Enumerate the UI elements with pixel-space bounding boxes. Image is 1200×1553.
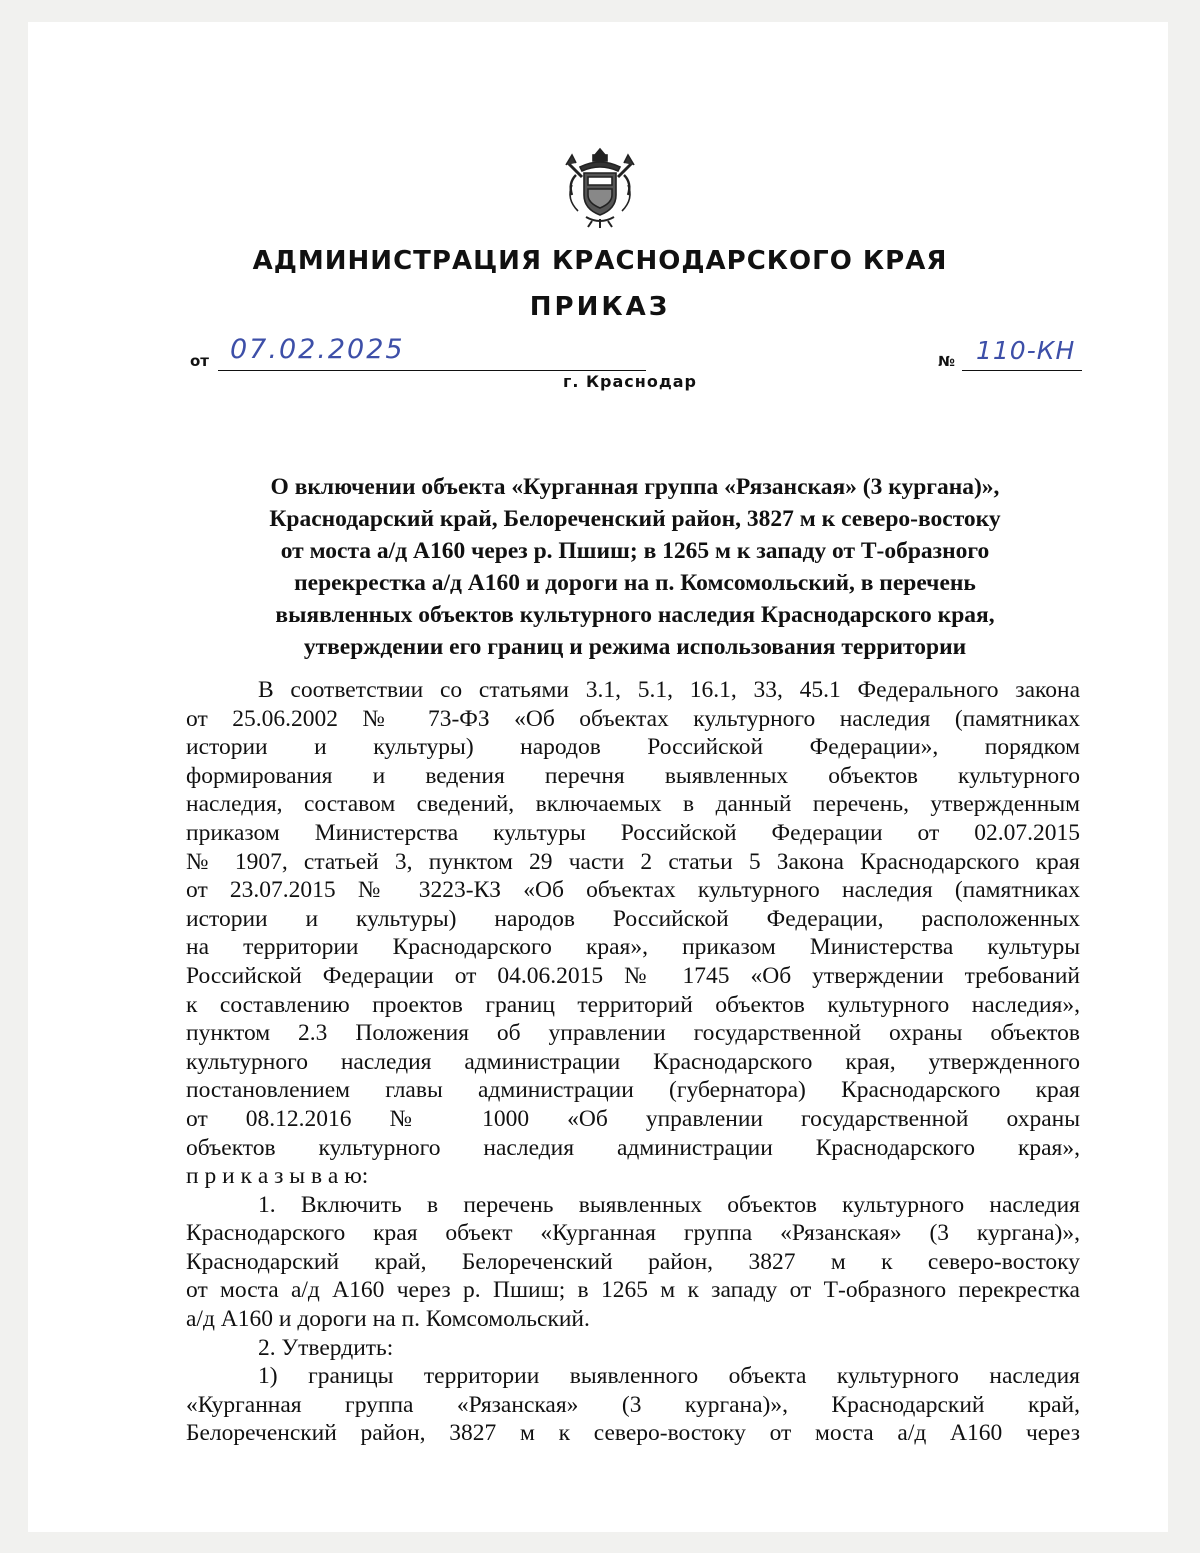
date-underline bbox=[218, 370, 646, 371]
handwritten-number: 110-КН bbox=[976, 336, 1076, 365]
body-line: на территории Краснодарского края», приказом Министерства культуры bbox=[186, 934, 1080, 961]
body-line: истории и культуры) народов Российской Федерации, расположенных bbox=[186, 905, 1080, 932]
title-line: О включении объекта «Курганная группа «Рязанская» (3 кургана)», bbox=[270, 474, 1000, 500]
coat-of-arms-icon bbox=[562, 145, 638, 229]
title-line: утверждении его границ и режима использования территории bbox=[303, 634, 967, 660]
body-line: от 08.12.2016 № 1000 «Об управлении государственной охраны bbox=[186, 1105, 1080, 1132]
organization-name: АДМИНИСТРАЦИЯ КРАСНОДАРСКОГО КРАЯ bbox=[252, 246, 948, 276]
body-line: № 1907, статьей 3, пунктом 29 части 2 статьи 5 Закона Краснодарского края bbox=[186, 848, 1080, 875]
body-line: приказом Министерства культуры Российской Федерации от 02.07.2015 bbox=[186, 819, 1080, 846]
body-line: культурного наследия администрации Краснодарского края, утвержденного bbox=[186, 1048, 1080, 1075]
document-type: ПРИКАЗ bbox=[529, 292, 671, 322]
body-line: наследия, составом сведений, включаемых в данный перечень, утвержденным bbox=[186, 791, 1080, 818]
body-line: Российской Федерации от 04.06.2015 № 1745 «Об утверждении требований bbox=[186, 962, 1080, 989]
document-title bbox=[190, 471, 1080, 663]
body-line: постановлением главы администрации (губернатора) Краснодарского края bbox=[186, 1077, 1080, 1104]
body-line: объектов культурного наследия администрации Краснодарского края», bbox=[186, 1134, 1080, 1161]
number-underline bbox=[962, 370, 1082, 371]
body-line: Белореченский район, 3827 м к северо-востоку от моста а/д А160 через bbox=[186, 1420, 1080, 1447]
title-line: перекрестка а/д А160 и дороги на п. Комсомольский, в перечень bbox=[294, 570, 976, 596]
number-label: № bbox=[938, 354, 955, 370]
body-line: Краснодарский край, Белореченский район, 3827 м к северо-востоку bbox=[186, 1248, 1080, 1275]
body-line: 2. Утвердить: bbox=[258, 1334, 394, 1361]
body-line: а/д А160 и дороги на п. Комсомольский. bbox=[186, 1306, 590, 1333]
body-line: Краснодарского края объект «Курганная группа «Рязанская» (3 кургана)», bbox=[186, 1220, 1080, 1247]
body-line: формирования и ведения перечня выявленных объектов культурного bbox=[186, 762, 1080, 789]
body-line: от 23.07.2015 № 3223-КЗ «Об объектах культурного наследия (памятниках bbox=[186, 877, 1080, 904]
city-label: г. Краснодар bbox=[562, 372, 698, 391]
body-line: истории и культуры) народов Российской Федерации», порядком bbox=[186, 734, 1080, 761]
title-line: от моста а/д А160 через р. Пшиш; в 1265 м к западу от Т-образного bbox=[280, 538, 990, 564]
date-label: от bbox=[190, 352, 209, 370]
body-line: 1) границы территории выявленного объекта культурного наследия bbox=[258, 1363, 1080, 1390]
body-line: от моста а/д А160 через р. Пшиш; в 1265 м к западу от Т-образного перекрестка bbox=[186, 1277, 1080, 1304]
handwritten-date: 07.02.2025 bbox=[230, 334, 405, 365]
body-line: 1. Включить в перечень выявленных объектов культурного наследия bbox=[258, 1191, 1080, 1218]
title-line: Краснодарский край, Белореченский район, 3827 м к северо-востоку bbox=[269, 506, 1001, 532]
body-line: пунктом 2.3 Положения об управлении государственной охраны объектов bbox=[186, 1020, 1080, 1047]
document-body bbox=[186, 676, 1080, 1448]
body-line: В соответствии со статьями 3.1, 5.1, 16.1, 33, 45.1 Федерального закона bbox=[258, 677, 1080, 703]
body-line: к составлению проектов границ территорий объектов культурного наследия», bbox=[186, 991, 1080, 1018]
body-line: от 25.06.2002 № 73-ФЗ «Об объектах культурного наследия (памятниках bbox=[186, 705, 1080, 732]
body-line: «Курганная группа «Рязанская» (3 кургана)», Краснодарский край, bbox=[186, 1391, 1080, 1418]
title-line: выявленных объектов культурного наследия Краснодарского края, bbox=[275, 602, 995, 628]
body-line: п р и к а з ы в а ю: bbox=[186, 1163, 369, 1190]
